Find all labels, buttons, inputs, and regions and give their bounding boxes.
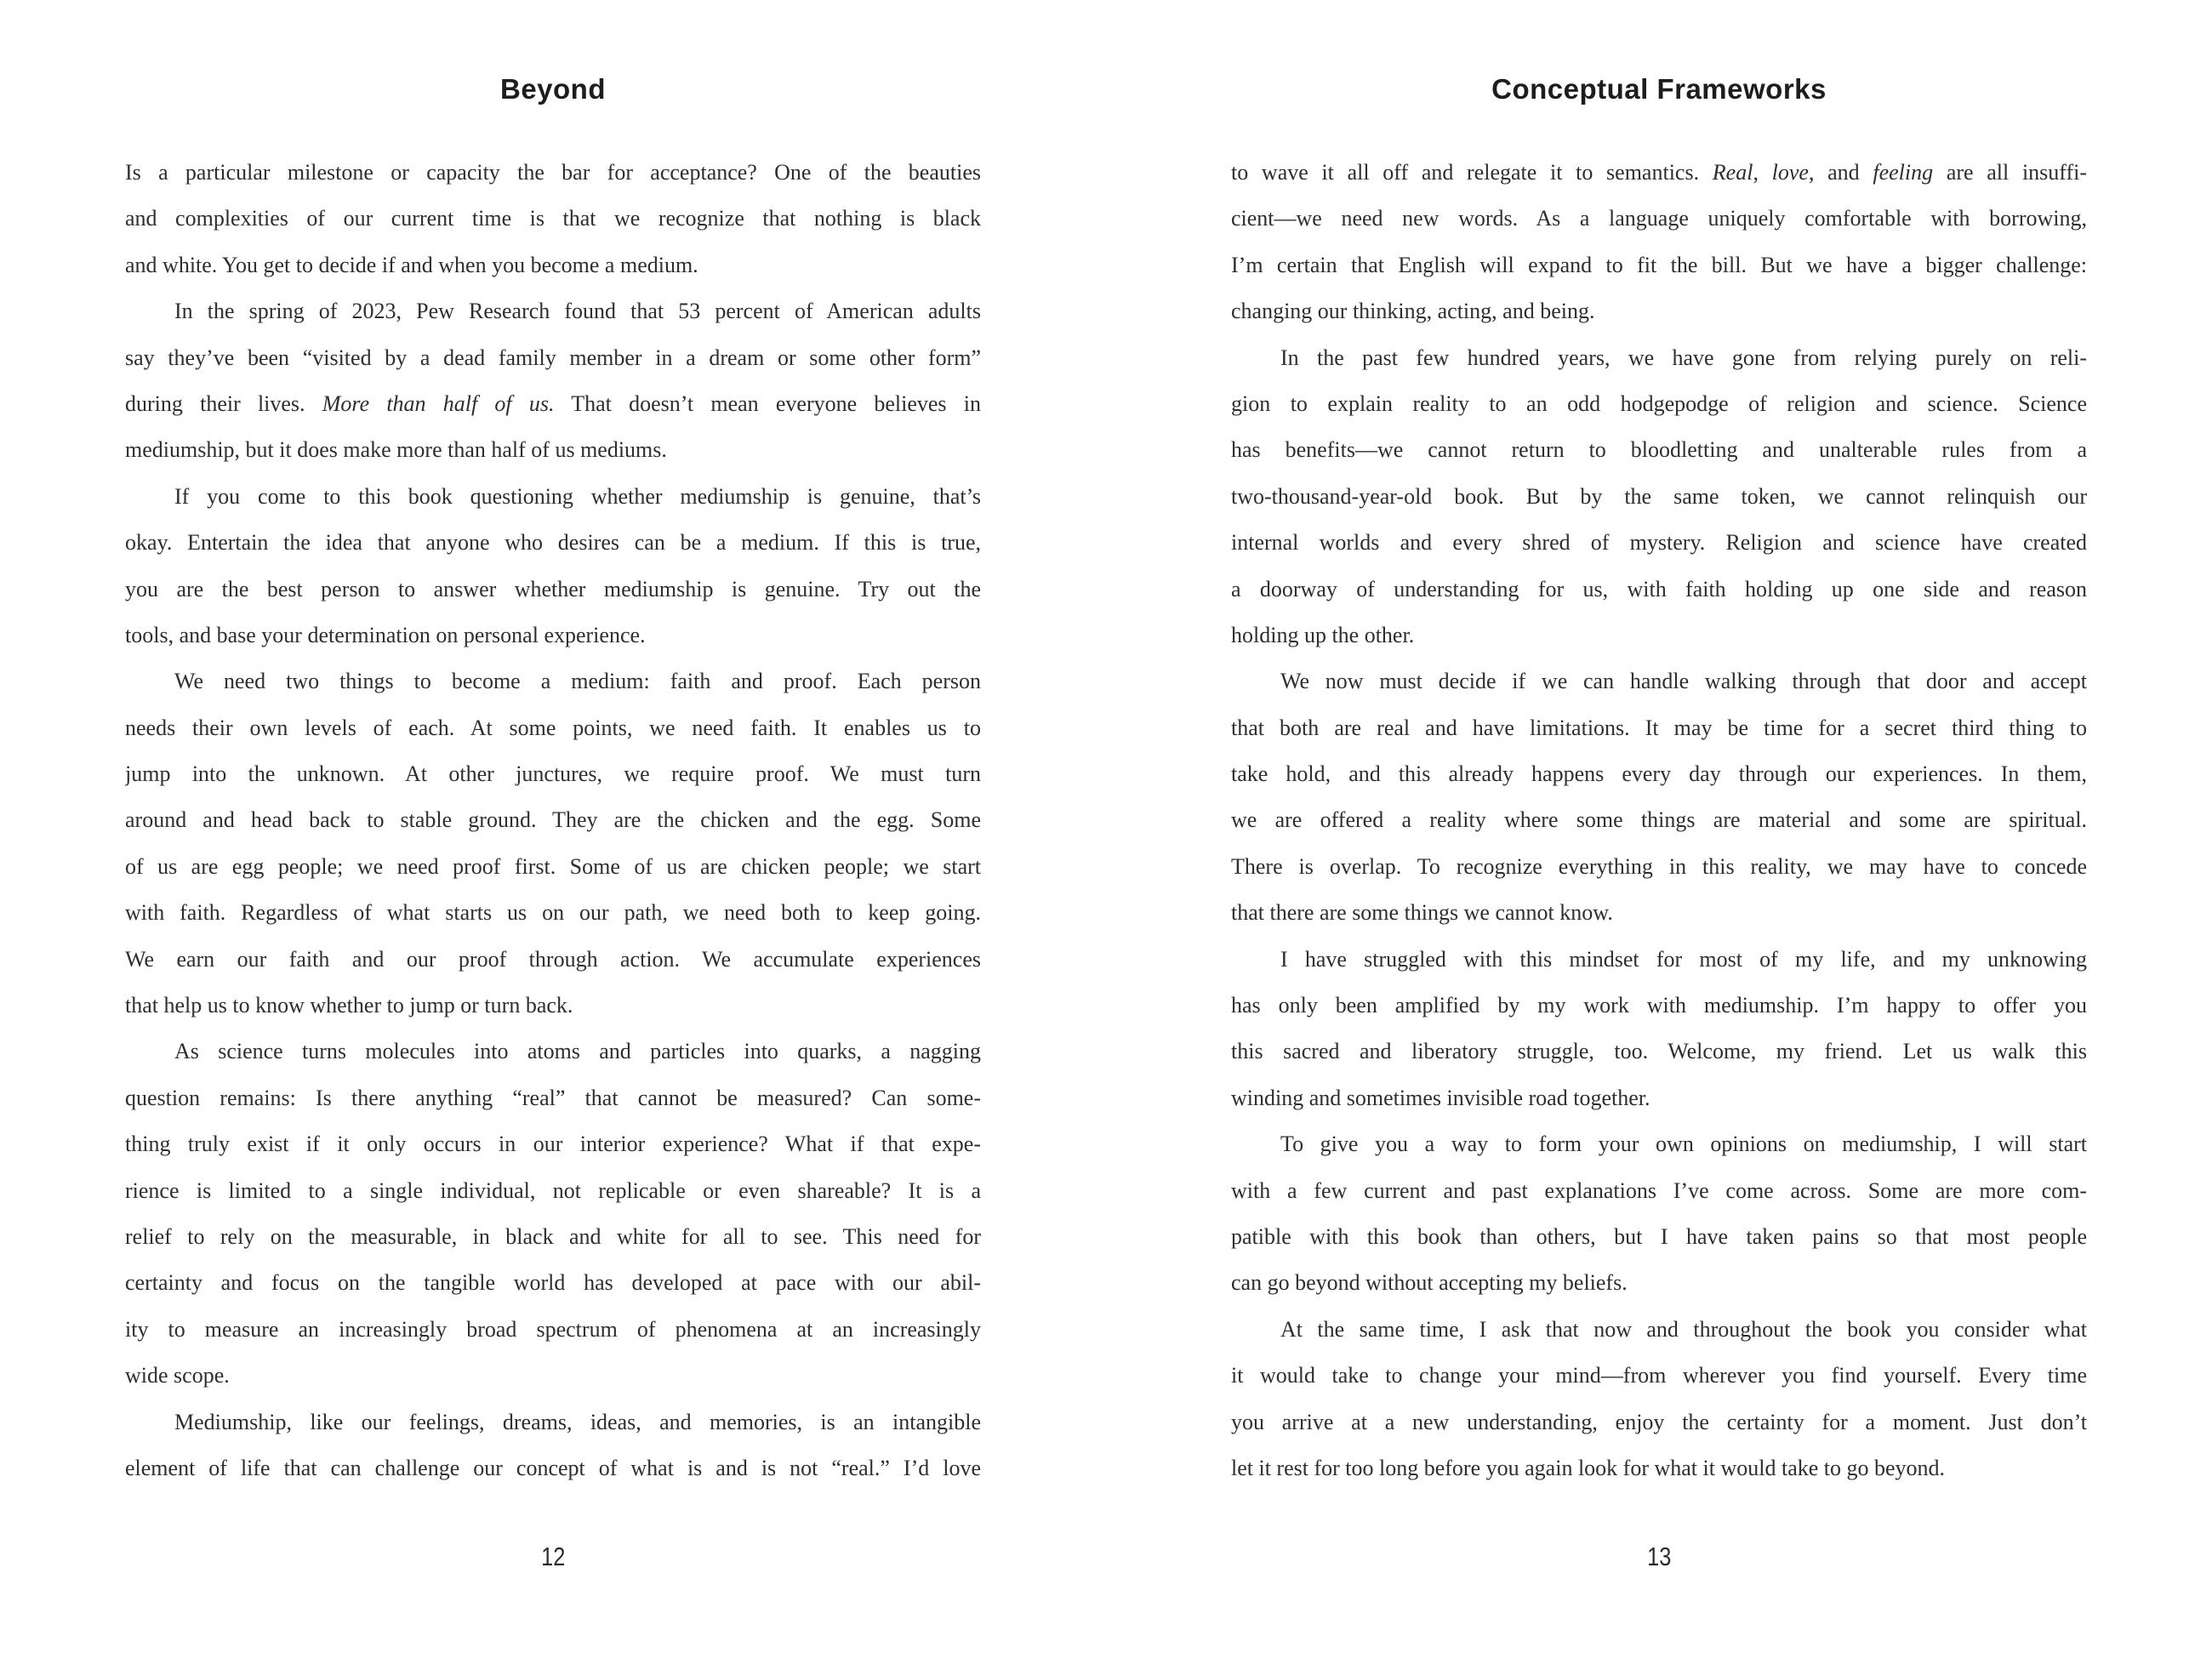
text-line: it would take to change your mind—from wherever you find yourself. Every time	[1231, 1363, 2087, 1388]
page-number-right	[1106, 1542, 2212, 1572]
text-line: to wave it all off and relegate it to semantics. Real, love, and feeling are all insuffi-	[1231, 160, 2087, 185]
text-line: holding up the other.	[1231, 622, 1415, 647]
text-line: around and head back to stable ground. They are the chicken and the egg. Some	[125, 807, 981, 833]
text-line: In the past few hundred years, we have gone from relying purely on reli-	[1280, 345, 2087, 370]
text-line: that both are real and have limitations. It may be time for a secret third thing to	[1231, 715, 2087, 740]
text-line: certainty and focus on the tangible world has developed at pace with our abil-	[125, 1270, 981, 1296]
text-line: If you come to this book questioning whether mediumship is genuine, that’s	[174, 483, 981, 509]
page-right	[1106, 0, 2212, 1659]
text-line: There is overlap. To recognize everything in this reality, we may have to concede	[1231, 853, 2087, 879]
text-line: cient—we need new words. As a language uniquely comfortable with borrowing,	[1231, 206, 2087, 231]
body-text-right	[1231, 150, 2087, 1491]
text-line: this sacred and liberatory struggle, too. Welcome, my friend. Let us walk this	[1231, 1039, 2087, 1064]
text-line: To give you a way to form your own opinions on mediumship, I will start	[1280, 1132, 2087, 1157]
body-text-left	[125, 150, 981, 1491]
text-line: take hold, and this already happens every day through our experiences. In them,	[1231, 761, 2087, 787]
text-line: relief to rely on the measurable, in black and white for all to see. This need for	[125, 1223, 981, 1249]
text-line: ity to measure an increasingly broad spectrum of phenomena at an increasingly	[125, 1316, 981, 1342]
text-line: that there are some things we cannot know.	[1231, 900, 1613, 926]
text-line: and white. You get to decide if and when you become a medium.	[125, 252, 698, 277]
text-line: element of life that can challenge our concept of what is and is not “real.” I’d love	[125, 1455, 981, 1480]
text-line: thing truly exist if it only occurs in our interior experience? What if that expe-	[125, 1132, 981, 1157]
text-line: mediumship, but it does make more than half of us mediums.	[125, 437, 667, 463]
text-line: Is a particular milestone or capacity the bar for acceptance? One of the beauties	[125, 160, 981, 185]
text-line: has benefits—we cannot return to bloodletting and unalterable rules from a	[1231, 437, 2087, 463]
text-line: can go beyond without accepting my beliefs.	[1231, 1270, 1628, 1296]
text-line: you arrive at a new understanding, enjoy the certainty for a moment. Just don’t	[1231, 1409, 2087, 1434]
running-header-right: Conceptual Frameworks	[1491, 73, 1827, 105]
page-number-right-value: 13	[1646, 1542, 1672, 1571]
text-line: a doorway of understanding for us, with faith holding up one side and reason	[1231, 576, 2087, 601]
text-line: I have struggled with this mindset for most of my life, and my unknowing	[1280, 946, 2087, 972]
text-line: with a few current and past explanations I’ve come across. Some are more com-	[1231, 1177, 2087, 1203]
text-line: In the spring of 2023, Pew Research found that 53 percent of American adults	[174, 299, 981, 324]
text-line: with faith. Regardless of what starts us on our path, we need both to keep going.	[125, 900, 981, 926]
text-line: okay. Entertain the idea that anyone who desires can be a medium. If this is true,	[125, 530, 981, 556]
text-line: say they’ve been “visited by a dead family member in a dream or some other form”	[125, 345, 981, 370]
text-line: We now must decide if we can handle walking through that door and accept	[1280, 669, 2087, 694]
text-line: question remains: Is there anything “real” that cannot be measured? Can some-	[125, 1085, 981, 1110]
text-line: during their lives. More than half of us. That doesn’t mean everyone believes in	[125, 391, 981, 416]
text-line: jump into the unknown. At other junctures, we require proof. We must turn	[125, 761, 981, 787]
text-line: patible with this book than others, but I have taken pains so that most people	[1231, 1223, 2087, 1249]
running-header-left: Beyond	[499, 73, 606, 105]
text-line: winding and sometimes invisible road together.	[1231, 1085, 1650, 1110]
text-line: internal worlds and every shred of mystery. Religion and science have created	[1231, 530, 2087, 556]
text-line: that help us to know whether to jump or turn back.	[125, 993, 573, 1018]
page-number-left-value: 12	[540, 1542, 566, 1571]
text-line: and complexities of our current time is that we recognize that nothing is black	[125, 206, 981, 231]
text-line: tools, and base your determination on personal experience.	[125, 622, 646, 647]
text-line: At the same time, I ask that now and throughout the book you consider what	[1280, 1316, 2087, 1342]
text-line: you are the best person to answer whether mediumship is genuine. Try out the	[125, 576, 981, 601]
text-line: wide scope.	[125, 1363, 230, 1388]
text-line: Mediumship, like our feelings, dreams, ideas, and memories, is an intangible	[174, 1409, 981, 1434]
text-line: We need two things to become a medium: faith and proof. Each person	[174, 669, 981, 694]
text-line: changing our thinking, acting, and being.	[1231, 299, 1595, 324]
text-line: We earn our faith and our proof through action. We accumulate experiences	[125, 946, 981, 972]
text-line: rience is limited to a single individual, not replicable or even shareable? It is a	[125, 1177, 981, 1203]
text-line: two-thousand-year-old book. But by the same token, we cannot relinquish our	[1231, 483, 2087, 509]
text-line: let it rest for too long before you again look for what it would take to go beyond.	[1231, 1455, 1946, 1480]
page-number-left	[0, 1542, 1106, 1572]
text-line: of us are egg people; we need proof first. Some of us are chicken people; we start	[125, 853, 981, 879]
text-line: has only been amplified by my work with mediumship. I’m happy to offer you	[1231, 993, 2087, 1018]
text-line: gion to explain reality to an odd hodgepodge of religion and science. Science	[1231, 391, 2087, 416]
text-line: needs their own levels of each. At some points, we need faith. It enables us to	[125, 715, 981, 740]
text-line: As science turns molecules into atoms and particles into quarks, a nagging	[174, 1039, 981, 1064]
text-line: I’m certain that English will expand to fit the bill. But we have a bigger challenge:	[1231, 252, 2087, 277]
text-line: we are offered a reality where some things are material and some are spiritual.	[1231, 807, 2087, 833]
